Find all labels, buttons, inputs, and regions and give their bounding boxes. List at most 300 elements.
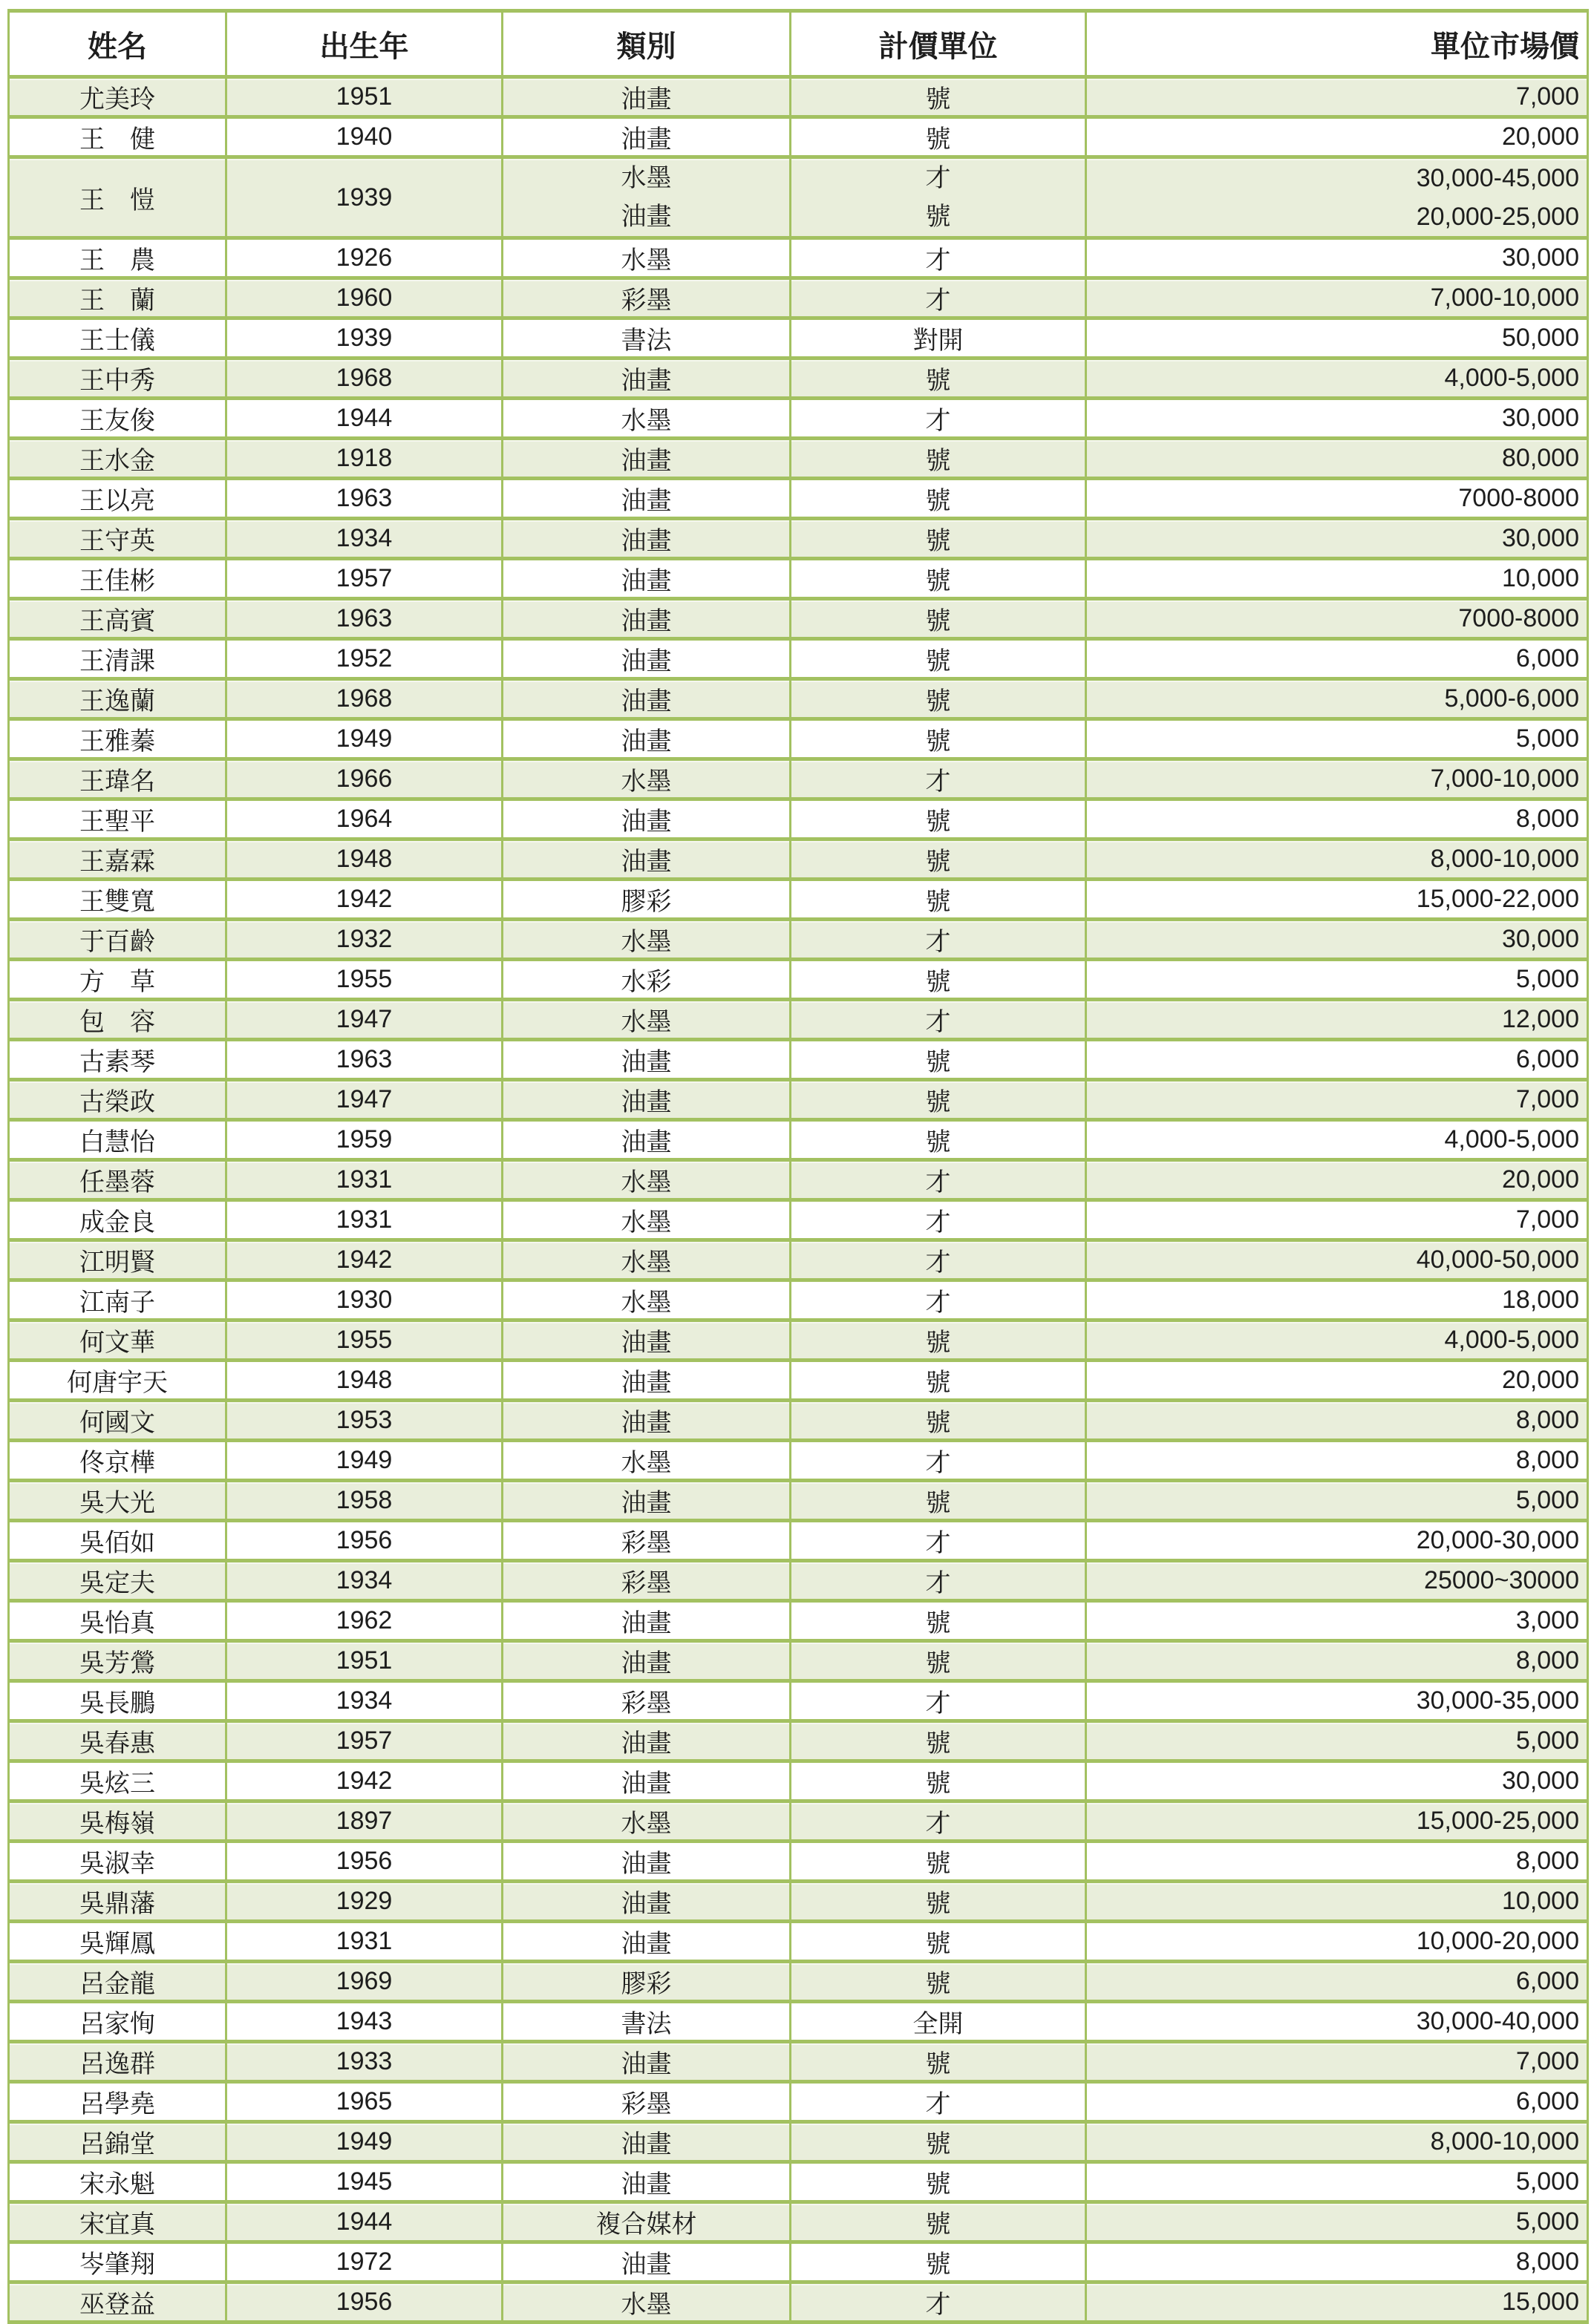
table-row	[9, 157, 1588, 238]
cell-year: 1948	[226, 839, 503, 880]
table-row	[9, 1962, 1588, 2002]
cell-category: 彩墨	[503, 278, 791, 318]
cell-category: 油畫	[503, 1361, 791, 1401]
cell-unit: 號	[791, 1922, 1086, 1962]
cell-price: 8,000	[1086, 1641, 1588, 1681]
cell-price: 7,000	[1086, 1200, 1588, 1240]
table-row	[9, 2002, 1588, 2042]
cell-name: 王 農	[9, 238, 226, 278]
cell-unit: 才	[791, 399, 1086, 439]
table-row	[9, 920, 1588, 960]
cell-name: 岑肇翔	[9, 2242, 226, 2282]
cell-name: 王 愷	[9, 157, 226, 238]
cell-name: 王友俊	[9, 399, 226, 439]
cell-year: 1948	[226, 1361, 503, 1401]
cell-year: 1943	[226, 2002, 503, 2042]
cell-name: 方 草	[9, 960, 226, 1000]
cell-year: 1964	[226, 799, 503, 839]
table-row	[9, 1441, 1588, 1481]
cell-unit: 號	[791, 2202, 1086, 2242]
cell-price: 40,000-50,000	[1086, 1240, 1588, 1280]
cell-unit: 號	[791, 2162, 1086, 2202]
cell-name: 王雙寬	[9, 880, 226, 920]
table-row	[9, 1320, 1588, 1361]
cell-category: 水墨	[503, 238, 791, 278]
cell-category: 油畫	[503, 1721, 791, 1761]
cell-name: 何文華	[9, 1320, 226, 1361]
cell-year: 1962	[226, 1601, 503, 1641]
cell-line: 號	[925, 203, 951, 231]
cell-unit: 號	[791, 1320, 1086, 1361]
cell-year: 1965	[226, 2082, 503, 2122]
cell-category: 膠彩	[503, 1962, 791, 2002]
table-row	[9, 639, 1588, 679]
cell-price: 20,000-30,000	[1086, 1521, 1588, 1561]
cell-category	[503, 157, 791, 238]
cell-year: 1942	[226, 1761, 503, 1801]
cell-category: 油畫	[503, 1401, 791, 1441]
cell-category: 油畫	[503, 519, 791, 559]
cell-price: 15,000-22,000	[1086, 880, 1588, 920]
cell-unit: 號	[791, 2042, 1086, 2082]
cell-name: 呂逸群	[9, 2042, 226, 2082]
cell-category: 油畫	[503, 1601, 791, 1641]
cell-name: 王高賓	[9, 599, 226, 639]
cell-price: 7,000-10,000	[1086, 759, 1588, 799]
cell-price: 5,000	[1086, 1721, 1588, 1761]
cell-price: 10,000	[1086, 559, 1588, 599]
table-row	[9, 318, 1588, 359]
cell-name: 呂學堯	[9, 2082, 226, 2122]
table-row	[9, 1922, 1588, 1962]
table-row	[9, 399, 1588, 439]
cell-year: 1955	[226, 1320, 503, 1361]
table-row	[9, 1120, 1588, 1160]
cell-year: 1945	[226, 2162, 503, 2202]
cell-name: 包 容	[9, 1000, 226, 1040]
cell-category: 複合媒材	[503, 2202, 791, 2242]
table-row	[9, 1681, 1588, 1721]
table-row	[9, 599, 1588, 639]
table-row	[9, 1521, 1588, 1561]
cell-line: 20,000-25,000	[1416, 203, 1579, 231]
cell-unit: 才	[791, 1280, 1086, 1320]
cell-year: 1955	[226, 960, 503, 1000]
table-row	[9, 1641, 1588, 1681]
cell-year: 1958	[226, 1481, 503, 1521]
column-header-name: 姓名	[9, 11, 226, 77]
cell-price: 5,000	[1086, 1481, 1588, 1521]
cell-category: 油畫	[503, 2242, 791, 2282]
table-header	[9, 11, 1588, 77]
cell-unit	[791, 157, 1086, 238]
cell-unit: 號	[791, 77, 1086, 117]
table-row	[9, 679, 1588, 719]
cell-category: 油畫	[503, 839, 791, 880]
cell-name: 吳芳鶯	[9, 1641, 226, 1681]
table-row	[9, 839, 1588, 880]
table-row	[9, 278, 1588, 318]
cell-name: 古榮政	[9, 1080, 226, 1120]
cell-unit: 號	[791, 1080, 1086, 1120]
cell-unit: 號	[791, 1601, 1086, 1641]
cell-name: 王聖平	[9, 799, 226, 839]
cell-unit: 才	[791, 2282, 1086, 2323]
cell-year: 1940	[226, 117, 503, 157]
cell-name: 王 蘭	[9, 278, 226, 318]
cell-name: 吳炫三	[9, 1761, 226, 1801]
header-row	[9, 11, 1588, 77]
cell-name: 王瑋名	[9, 759, 226, 799]
cell-name: 吳鼎藩	[9, 1882, 226, 1922]
cell-price: 7,000-10,000	[1086, 278, 1588, 318]
cell-unit: 號	[791, 1361, 1086, 1401]
cell-name: 吳大光	[9, 1481, 226, 1521]
cell-price: 10,000	[1086, 1882, 1588, 1922]
table-row	[9, 1481, 1588, 1521]
cell-name: 何唐宇天	[9, 1361, 226, 1401]
cell-price	[1086, 157, 1588, 238]
cell-unit: 全開	[791, 2002, 1086, 2042]
cell-year: 1931	[226, 1160, 503, 1200]
cell-name: 吳長鵬	[9, 1681, 226, 1721]
cell-price: 6,000	[1086, 2082, 1588, 2122]
table-row	[9, 799, 1588, 839]
cell-line: 油畫	[621, 203, 672, 231]
cell-line: 水墨	[621, 164, 672, 192]
cell-unit: 才	[791, 1240, 1086, 1280]
cell-year: 1939	[226, 157, 503, 238]
table-row	[9, 2162, 1588, 2202]
table-row	[9, 880, 1588, 920]
cell-price: 30,000	[1086, 399, 1588, 439]
cell-category: 彩墨	[503, 2082, 791, 2122]
cell-unit: 號	[791, 1401, 1086, 1441]
cell-unit: 號	[791, 1481, 1086, 1521]
table-row	[9, 1401, 1588, 1441]
cell-name: 江明賢	[9, 1240, 226, 1280]
cell-year: 1949	[226, 2122, 503, 2162]
cell-category: 彩墨	[503, 1521, 791, 1561]
table-row	[9, 2082, 1588, 2122]
cell-price: 30,000	[1086, 920, 1588, 960]
cell-name: 巫登益	[9, 2282, 226, 2323]
table-row	[9, 2242, 1588, 2282]
cell-price: 8,000	[1086, 1441, 1588, 1481]
cell-category: 油畫	[503, 599, 791, 639]
cell-year: 1957	[226, 1721, 503, 1761]
cell-price: 5,000	[1086, 960, 1588, 1000]
cell-category: 油畫	[503, 1922, 791, 1962]
cell-price: 5,000	[1086, 2202, 1588, 2242]
cell-name: 吳輝鳳	[9, 1922, 226, 1962]
cell-price: 7000-8000	[1086, 599, 1588, 639]
column-header-birth-year: 出生年	[226, 11, 503, 77]
cell-price: 4,000-5,000	[1086, 1120, 1588, 1160]
cell-name: 佟京樺	[9, 1441, 226, 1481]
cell-year: 1926	[226, 238, 503, 278]
cell-year: 1960	[226, 278, 503, 318]
cell-category: 油畫	[503, 359, 791, 399]
cell-name: 呂金龍	[9, 1962, 226, 2002]
cell-year: 1934	[226, 1561, 503, 1601]
cell-price: 7,000	[1086, 2042, 1588, 2082]
table-row	[9, 1200, 1588, 1240]
cell-unit: 號	[791, 839, 1086, 880]
cell-category: 膠彩	[503, 880, 791, 920]
cell-category: 油畫	[503, 2122, 791, 2162]
cell-unit: 號	[791, 1721, 1086, 1761]
cell-price: 4,000-5,000	[1086, 359, 1588, 399]
cell-category: 油畫	[503, 719, 791, 759]
cell-price: 10,000-20,000	[1086, 1922, 1588, 1962]
cell-price: 30,000-40,000	[1086, 2002, 1588, 2042]
cell-name: 王以亮	[9, 479, 226, 519]
cell-year: 1942	[226, 1240, 503, 1280]
table-row	[9, 2282, 1588, 2323]
cell-price: 15,000-25,000	[1086, 1801, 1588, 1842]
cell-unit: 才	[791, 1561, 1086, 1601]
cell-price: 18,000	[1086, 1280, 1588, 1320]
cell-year: 1956	[226, 1521, 503, 1561]
cell-price: 5,000	[1086, 2162, 1588, 2202]
cell-name: 吳佰如	[9, 1521, 226, 1561]
table-row	[9, 1561, 1588, 1601]
cell-category: 水彩	[503, 960, 791, 1000]
cell-category: 油畫	[503, 1842, 791, 1882]
cell-unit: 才	[791, 278, 1086, 318]
cell-line: 30,000-45,000	[1416, 164, 1579, 192]
cell-category: 油畫	[503, 1040, 791, 1080]
artist-price-table	[7, 9, 1589, 2324]
cell-name: 王佳彬	[9, 559, 226, 599]
cell-category: 水墨	[503, 1200, 791, 1240]
cell-unit: 號	[791, 1040, 1086, 1080]
cell-year: 1897	[226, 1801, 503, 1842]
cell-year: 1939	[226, 318, 503, 359]
cell-year: 1951	[226, 1641, 503, 1681]
cell-category: 油畫	[503, 1641, 791, 1681]
cell-year: 1966	[226, 759, 503, 799]
cell-unit: 號	[791, 1641, 1086, 1681]
cell-unit: 才	[791, 1681, 1086, 1721]
cell-year: 1947	[226, 1080, 503, 1120]
cell-unit: 號	[791, 2122, 1086, 2162]
cell-price: 20,000	[1086, 1160, 1588, 1200]
table-row	[9, 1160, 1588, 1200]
cell-year: 1956	[226, 2282, 503, 2323]
table-row	[9, 1761, 1588, 1801]
cell-category: 油畫	[503, 77, 791, 117]
cell-category: 油畫	[503, 1761, 791, 1801]
cell-unit: 號	[791, 2242, 1086, 2282]
table-row	[9, 1882, 1588, 1922]
table-row	[9, 1000, 1588, 1040]
cell-unit: 號	[791, 880, 1086, 920]
table-row	[9, 759, 1588, 799]
cell-name: 王士儀	[9, 318, 226, 359]
cell-unit: 號	[791, 359, 1086, 399]
table-row	[9, 479, 1588, 519]
table-row	[9, 1801, 1588, 1842]
cell-unit: 才	[791, 920, 1086, 960]
cell-unit: 才	[791, 238, 1086, 278]
cell-name: 江南子	[9, 1280, 226, 1320]
cell-price: 25000~30000	[1086, 1561, 1588, 1601]
cell-category: 油畫	[503, 2042, 791, 2082]
cell-unit: 才	[791, 1441, 1086, 1481]
cell-unit: 才	[791, 759, 1086, 799]
cell-category: 水墨	[503, 399, 791, 439]
cell-year: 1934	[226, 1681, 503, 1721]
cell-price: 30,000	[1086, 519, 1588, 559]
table-row	[9, 117, 1588, 157]
cell-price: 7000-8000	[1086, 479, 1588, 519]
cell-unit: 號	[791, 1761, 1086, 1801]
cell-unit: 才	[791, 1521, 1086, 1561]
cell-price: 5,000	[1086, 719, 1588, 759]
cell-category: 水墨	[503, 759, 791, 799]
cell-year: 1931	[226, 1922, 503, 1962]
cell-year: 1933	[226, 2042, 503, 2082]
cell-price: 8,000	[1086, 2242, 1588, 2282]
table-row	[9, 238, 1588, 278]
cell-year: 1949	[226, 1441, 503, 1481]
cell-category: 油畫	[503, 2162, 791, 2202]
cell-name: 宋宜真	[9, 2202, 226, 2242]
cell-price: 30,000	[1086, 238, 1588, 278]
cell-category: 油畫	[503, 799, 791, 839]
cell-category: 油畫	[503, 559, 791, 599]
table-row	[9, 439, 1588, 479]
cell-year: 1929	[226, 1882, 503, 1922]
cell-name: 何國文	[9, 1401, 226, 1441]
cell-unit: 對開	[791, 318, 1086, 359]
cell-unit: 才	[791, 1000, 1086, 1040]
column-header-unit-market-price: 單位市場價	[1086, 11, 1588, 77]
table-row	[9, 960, 1588, 1000]
cell-name: 王逸蘭	[9, 679, 226, 719]
cell-name: 宋永魁	[9, 2162, 226, 2202]
column-header-pricing-unit: 計價單位	[791, 11, 1086, 77]
table-row	[9, 2202, 1588, 2242]
cell-year: 1963	[226, 479, 503, 519]
cell-unit: 號	[791, 719, 1086, 759]
cell-year: 1944	[226, 399, 503, 439]
cell-price: 8,000	[1086, 799, 1588, 839]
cell-name: 王守英	[9, 519, 226, 559]
table-row	[9, 1842, 1588, 1882]
cell-category: 水墨	[503, 1801, 791, 1842]
cell-unit: 號	[791, 479, 1086, 519]
cell-name: 于百齡	[9, 920, 226, 960]
cell-category: 油畫	[503, 439, 791, 479]
cell-year: 1951	[226, 77, 503, 117]
cell-price: 7,000	[1086, 1080, 1588, 1120]
cell-year: 1931	[226, 1200, 503, 1240]
cell-name: 任墨蓉	[9, 1160, 226, 1200]
cell-category: 油畫	[503, 1481, 791, 1521]
cell-price: 8,000	[1086, 1842, 1588, 1882]
cell-year: 1942	[226, 880, 503, 920]
cell-name: 古素琴	[9, 1040, 226, 1080]
cell-name: 吳定夫	[9, 1561, 226, 1601]
cell-category: 油畫	[503, 679, 791, 719]
cell-name: 王嘉霖	[9, 839, 226, 880]
cell-price: 5,000-6,000	[1086, 679, 1588, 719]
cell-unit: 才	[791, 1801, 1086, 1842]
cell-unit: 號	[791, 519, 1086, 559]
cell-price: 6,000	[1086, 1962, 1588, 2002]
cell-year: 1968	[226, 679, 503, 719]
table-row	[9, 1040, 1588, 1080]
table-row	[9, 1240, 1588, 1280]
cell-unit: 號	[791, 117, 1086, 157]
cell-name: 吳春惠	[9, 1721, 226, 1761]
cell-unit: 號	[791, 559, 1086, 599]
cell-category: 油畫	[503, 117, 791, 157]
cell-line: 才	[925, 164, 951, 192]
cell-year: 1963	[226, 599, 503, 639]
cell-year: 1930	[226, 1280, 503, 1320]
cell-category: 油畫	[503, 479, 791, 519]
cell-category: 油畫	[503, 1120, 791, 1160]
cell-name: 呂家恂	[9, 2002, 226, 2042]
cell-name: 王雅蓁	[9, 719, 226, 759]
cell-category: 書法	[503, 318, 791, 359]
cell-category: 油畫	[503, 639, 791, 679]
cell-year: 1947	[226, 1000, 503, 1040]
cell-category: 水墨	[503, 1240, 791, 1280]
cell-price: 50,000	[1086, 318, 1588, 359]
cell-year: 1968	[226, 359, 503, 399]
cell-year: 1972	[226, 2242, 503, 2282]
cell-price: 20,000	[1086, 117, 1588, 157]
cell-price: 7,000	[1086, 77, 1588, 117]
cell-category: 水墨	[503, 1160, 791, 1200]
cell-category: 書法	[503, 2002, 791, 2042]
cell-unit: 號	[791, 1120, 1086, 1160]
cell-name: 王清課	[9, 639, 226, 679]
cell-year: 1949	[226, 719, 503, 759]
cell-name: 王 健	[9, 117, 226, 157]
cell-unit: 號	[791, 1882, 1086, 1922]
cell-price: 6,000	[1086, 639, 1588, 679]
cell-year: 1969	[226, 1962, 503, 2002]
cell-unit: 號	[791, 439, 1086, 479]
table-row	[9, 1280, 1588, 1320]
cell-name: 王水金	[9, 439, 226, 479]
cell-unit: 號	[791, 639, 1086, 679]
cell-category: 水墨	[503, 1000, 791, 1040]
table-row	[9, 1721, 1588, 1761]
table-row	[9, 1601, 1588, 1641]
cell-category: 油畫	[503, 1080, 791, 1120]
table-body	[9, 77, 1588, 2323]
cell-price: 8,000-10,000	[1086, 839, 1588, 880]
cell-price: 8,000	[1086, 1401, 1588, 1441]
cell-unit: 才	[791, 2082, 1086, 2122]
cell-category: 水墨	[503, 2282, 791, 2323]
cell-category: 水墨	[503, 920, 791, 960]
table-row	[9, 559, 1588, 599]
table-row	[9, 77, 1588, 117]
cell-category: 油畫	[503, 1882, 791, 1922]
cell-price: 12,000	[1086, 1000, 1588, 1040]
table-row	[9, 2042, 1588, 2082]
cell-year: 1944	[226, 2202, 503, 2242]
cell-year: 1932	[226, 920, 503, 960]
